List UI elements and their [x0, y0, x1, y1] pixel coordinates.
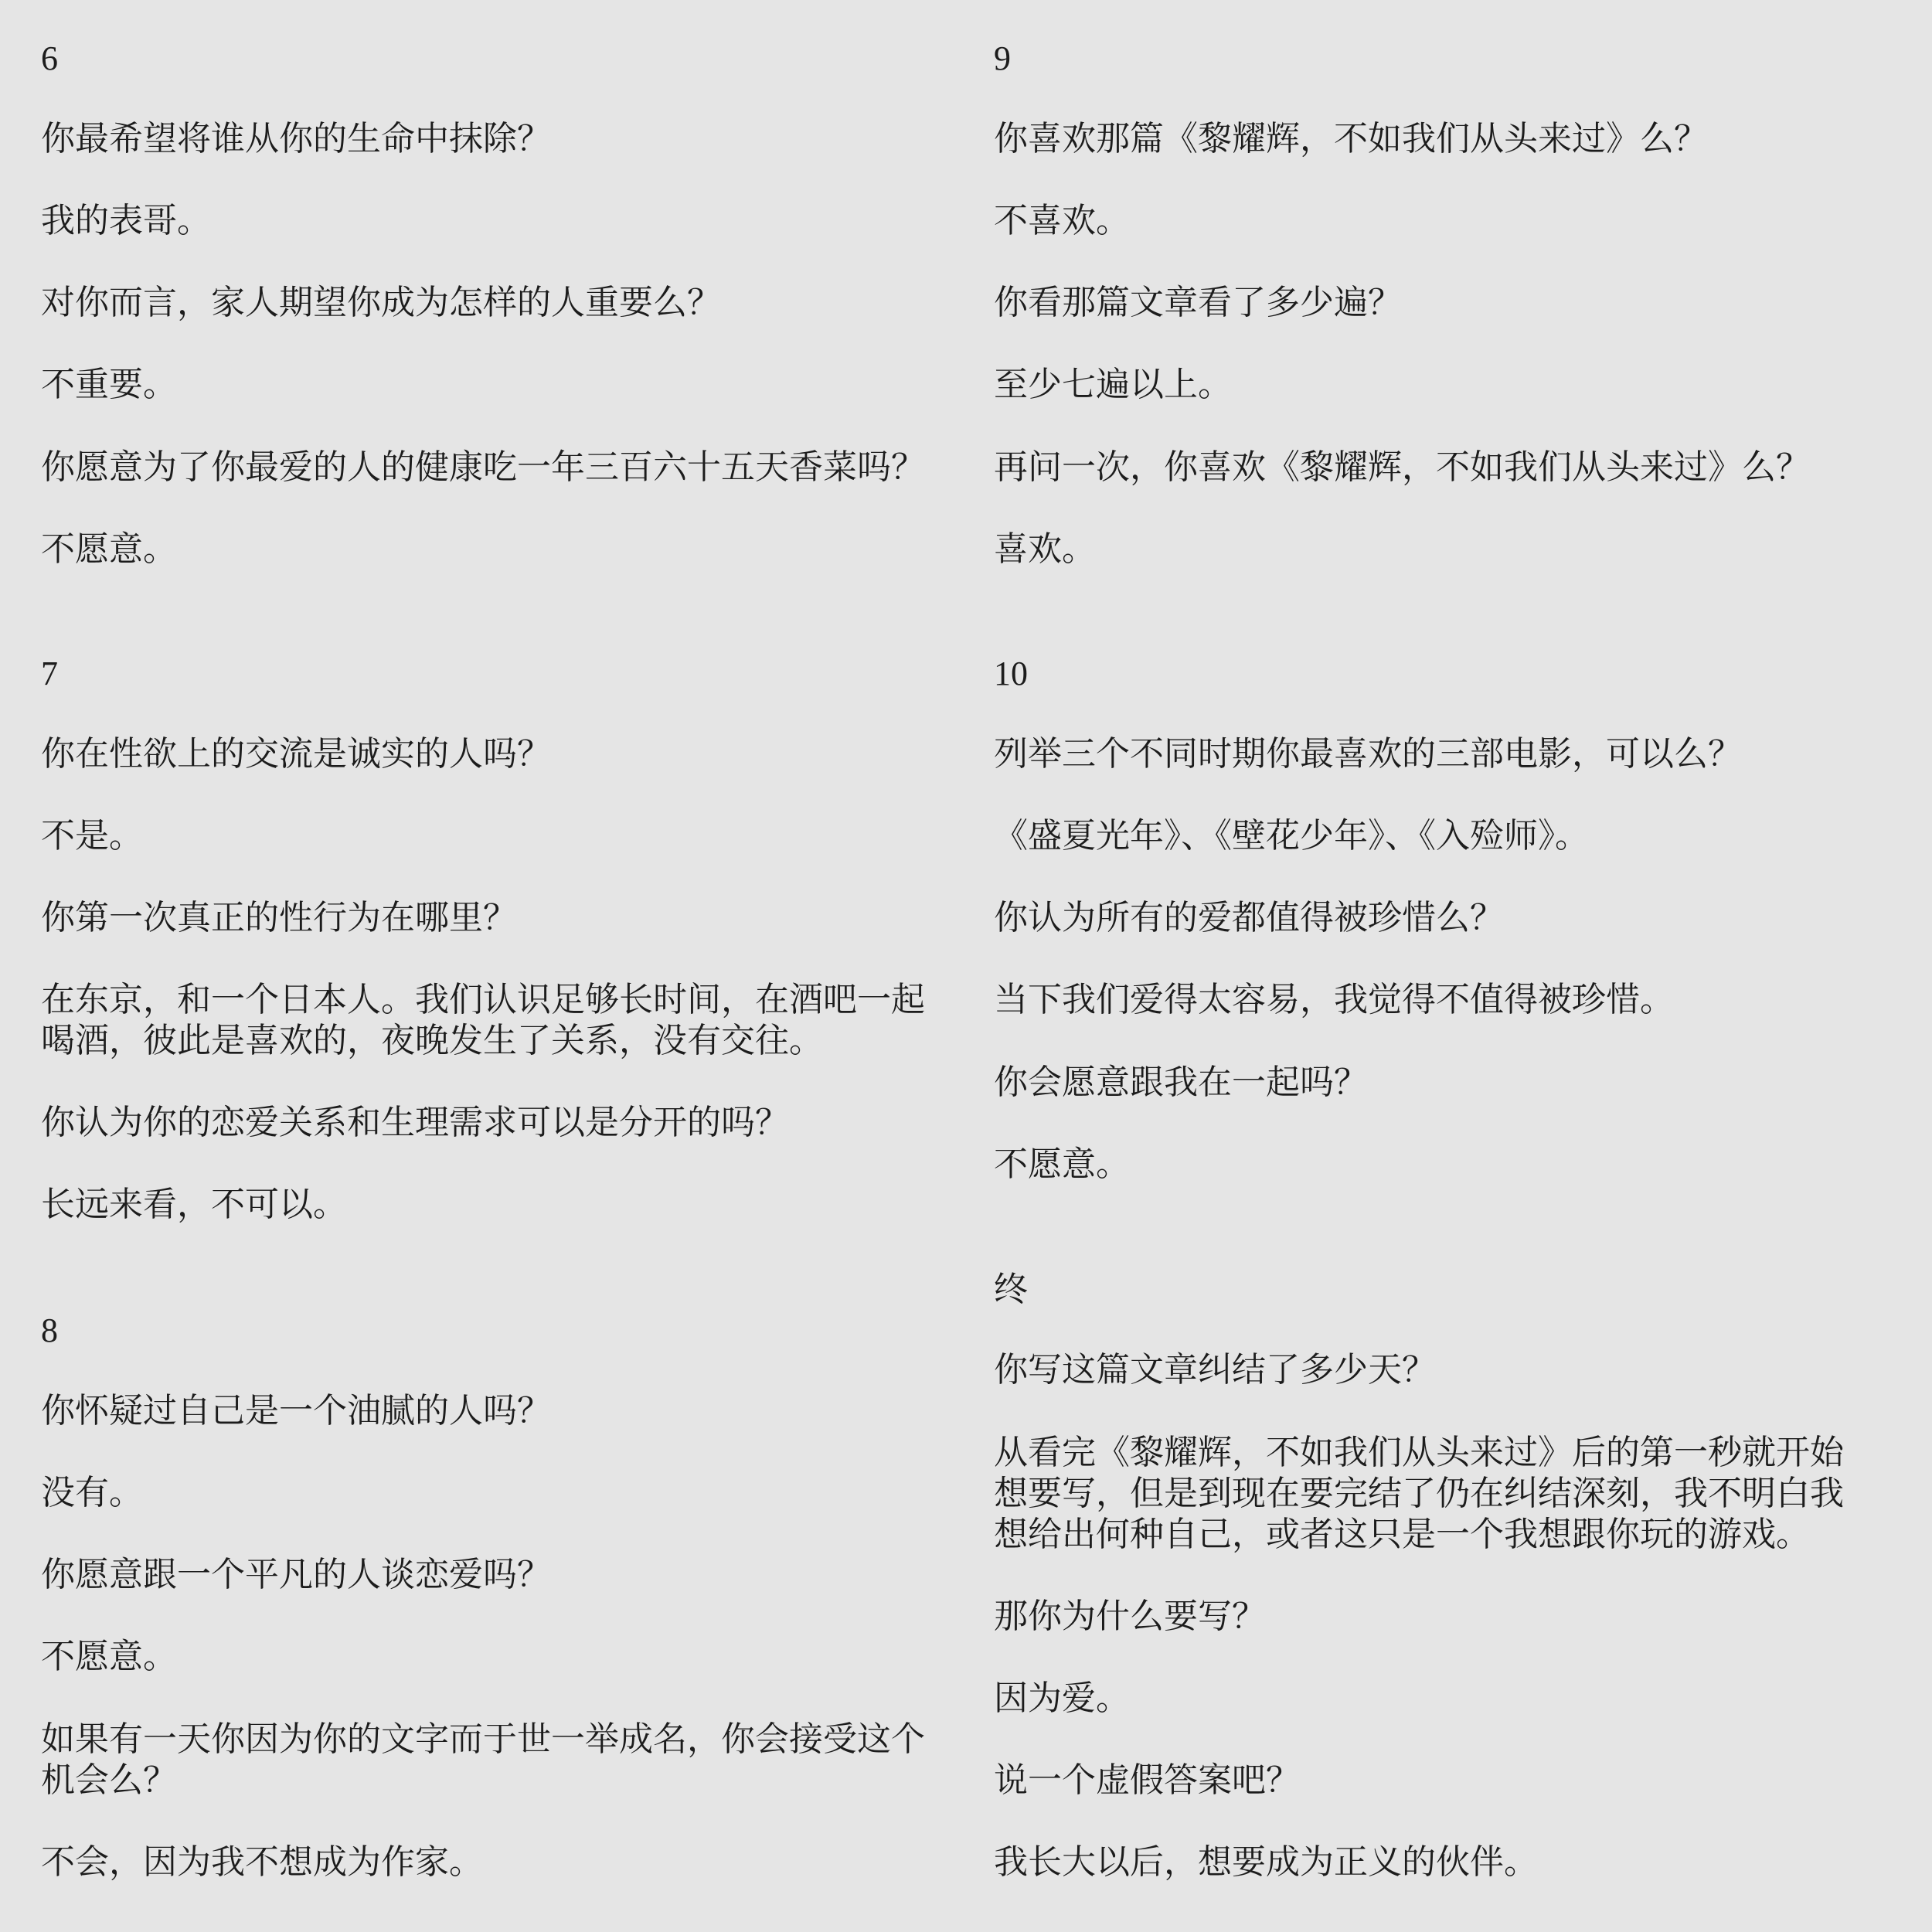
- question: 你认为你的恋爱关系和生理需求可以是分开的吗？: [41, 1103, 789, 1142]
- answer: 喝酒，彼此是喜欢的，夜晚发生了关系，没有交往。: [41, 1021, 823, 1060]
- question: 说一个虚假答案吧？: [994, 1760, 1300, 1800]
- question: 你愿意为了你最爱的人的健康吃一年三百六十五天香菜吗？: [41, 447, 925, 487]
- question: 你最希望将谁从你的生命中抹除？: [41, 119, 551, 158]
- answer: 不喜欢。: [994, 201, 1130, 240]
- answer: 不愿意。: [41, 1637, 177, 1676]
- question: 你会愿意跟我在一起吗？: [994, 1063, 1368, 1102]
- answer: 在东京，和一个日本人。我们认识足够长时间，在酒吧一起: [41, 980, 925, 1019]
- answer: 我的表哥。: [41, 201, 211, 240]
- question: 如果有一天你因为你的文字而于世一举成名，你会接受这个: [41, 1719, 925, 1759]
- question: 列举三个不同时期你最喜欢的三部电影，可以么？: [994, 734, 1742, 774]
- answer: 因为爱。: [994, 1679, 1130, 1718]
- answer: 当下我们爱得太容易，我觉得不值得被珍惜。: [994, 980, 1674, 1019]
- question: 你看那篇文章看了多少遍？: [994, 283, 1402, 322]
- answer: 不重要。: [41, 365, 177, 404]
- section-number: 终: [994, 1270, 1028, 1308]
- question: 对你而言，家人期望你成为怎样的人重要么？: [41, 283, 721, 322]
- answer: 从看完《黎耀辉，不如我们从头来过》后的第一秒就开始: [994, 1433, 1844, 1472]
- question: 你在性欲上的交流是诚实的人吗？: [41, 734, 551, 774]
- question: 再问一次，你喜欢《黎耀辉，不如我们从头来过》么？: [994, 447, 1810, 487]
- section-number: 9: [994, 39, 1011, 77]
- question: 你第一次真正的性行为在哪里？: [41, 898, 517, 937]
- answer: 不是。: [41, 816, 143, 855]
- answer: 喜欢。: [994, 529, 1096, 569]
- answer: 不会，因为我不想成为作家。: [41, 1842, 483, 1882]
- answer: 不愿意。: [994, 1145, 1130, 1184]
- question: 你怀疑过自己是一个油腻的人吗？: [41, 1391, 551, 1430]
- answer: 长远来看，不可以。: [41, 1185, 347, 1224]
- answer: 没有。: [41, 1473, 143, 1512]
- question: 你写这篇文章纠结了多少天？: [994, 1350, 1436, 1389]
- section-number: 10: [994, 655, 1028, 692]
- section-number: 6: [41, 39, 58, 77]
- answer: 《盛夏光年》、《壁花少年》、《入殓师》。: [994, 816, 1589, 855]
- answer: 不愿意。: [41, 529, 177, 569]
- section-number: 7: [41, 655, 58, 692]
- answer: 至少七遍以上。: [994, 365, 1232, 404]
- question: 机会么？: [41, 1760, 177, 1800]
- question: 那你为什么要写？: [994, 1597, 1266, 1636]
- answer: 想要写，但是到现在要完结了仍在纠结深刻，我不明白我: [994, 1474, 1844, 1513]
- question: 你愿意跟一个平凡的人谈恋爱吗？: [41, 1555, 551, 1594]
- answer: 我长大以后，想要成为正义的伙伴。: [994, 1842, 1538, 1882]
- question: 你喜欢那篇《黎耀辉，不如我们从头来过》么？: [994, 119, 1708, 158]
- question: 你认为所有的爱都值得被珍惜么？: [994, 898, 1504, 937]
- section-number: 8: [41, 1311, 58, 1349]
- answer: 想给出何种自己，或者这只是一个我想跟你玩的游戏。: [994, 1515, 1810, 1554]
